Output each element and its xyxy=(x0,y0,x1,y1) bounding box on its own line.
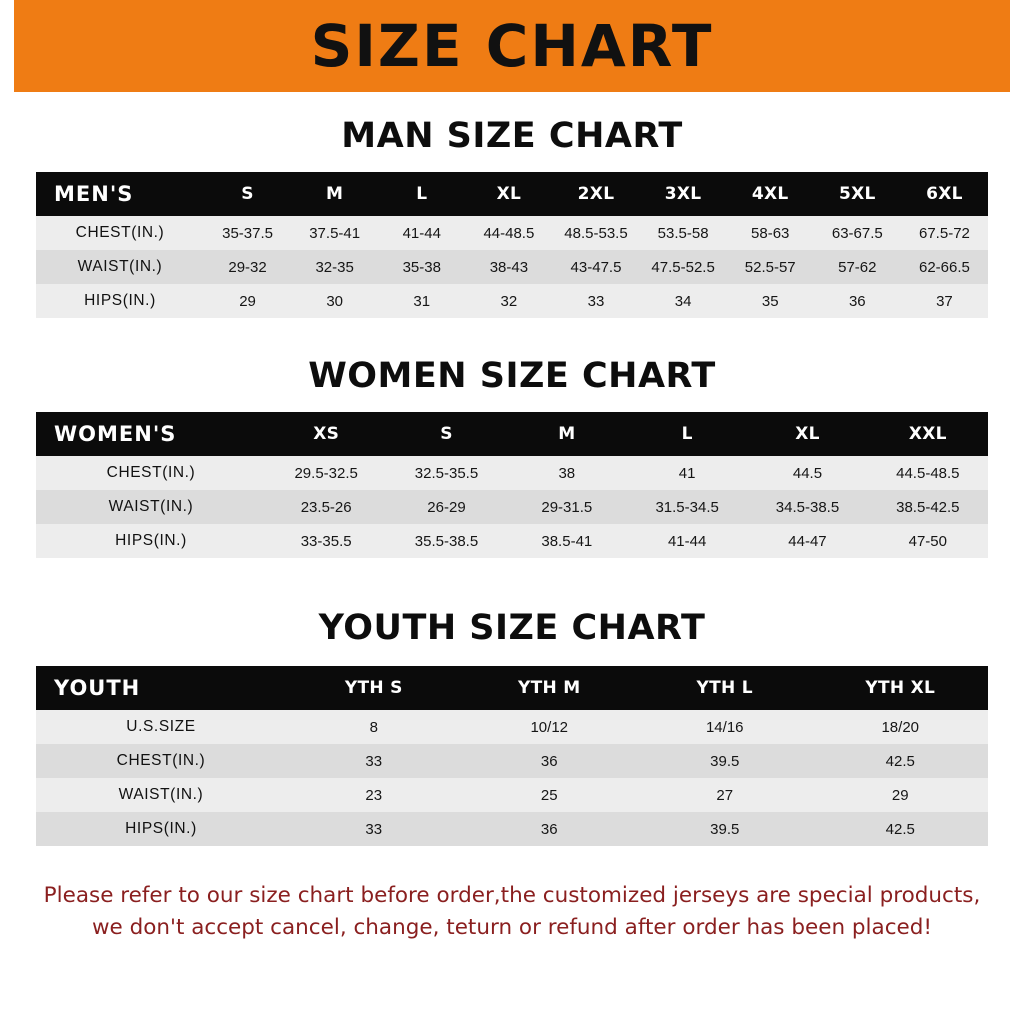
youth-cell-1-0: 33 xyxy=(286,744,462,778)
men-cell-0-6: 58-63 xyxy=(727,216,814,250)
youth-size-table xyxy=(36,666,988,846)
header-banner xyxy=(0,0,1024,92)
table-row xyxy=(36,456,988,490)
women-row-label-1: WAIST(IN.) xyxy=(36,490,266,524)
men-cell-0-3: 44-48.5 xyxy=(465,216,552,250)
women-cell-2-0: 33-35.5 xyxy=(266,524,386,558)
women-table-head xyxy=(36,412,988,456)
table-row xyxy=(36,710,988,744)
women-cell-0-3: 41 xyxy=(627,456,747,490)
table-row xyxy=(36,812,988,846)
men-size-col-0: S xyxy=(204,172,291,216)
men-cell-2-1: 30 xyxy=(291,284,378,318)
table-row xyxy=(36,250,988,284)
women-row-label-2: HIPS(IN.) xyxy=(36,524,266,558)
youth-cell-2-3: 29 xyxy=(813,778,989,812)
women-cell-0-4: 44.5 xyxy=(747,456,867,490)
men-cell-1-4: 43-47.5 xyxy=(552,250,639,284)
banner-left-margin xyxy=(0,0,14,92)
youth-table-head xyxy=(36,666,988,710)
youth-size-col-1: YTH M xyxy=(462,666,638,710)
youth-cell-1-1: 36 xyxy=(462,744,638,778)
women-size-section xyxy=(0,356,1024,558)
men-size-col-8: 6XL xyxy=(901,172,988,216)
women-header-row xyxy=(36,412,988,456)
men-cell-2-5: 34 xyxy=(640,284,727,318)
men-cell-1-2: 35-38 xyxy=(378,250,465,284)
women-cell-0-2: 38 xyxy=(507,456,627,490)
men-size-col-4: 2XL xyxy=(552,172,639,216)
women-cell-1-3: 31.5-34.5 xyxy=(627,490,747,524)
youth-cell-0-1: 10/12 xyxy=(462,710,638,744)
men-cell-2-8: 37 xyxy=(901,284,988,318)
men-cell-1-1: 32-35 xyxy=(291,250,378,284)
youth-row-label-3: HIPS(IN.) xyxy=(36,812,286,846)
youth-row-label-2: WAIST(IN.) xyxy=(36,778,286,812)
men-cell-1-7: 57-62 xyxy=(814,250,901,284)
footer-note-line-2: we don't accept cancel, change, teturn or refund after order has been placed! xyxy=(91,915,933,941)
youth-corner-label: YOUTH xyxy=(36,666,286,710)
men-cell-2-0: 29 xyxy=(204,284,291,318)
women-size-col-4: XL xyxy=(747,412,867,456)
table-row xyxy=(36,490,988,524)
women-cell-0-0: 29.5-32.5 xyxy=(266,456,386,490)
men-cell-0-1: 37.5-41 xyxy=(291,216,378,250)
table-row xyxy=(36,744,988,778)
women-cell-2-3: 41-44 xyxy=(627,524,747,558)
women-section-title: WOMEN SIZE CHART xyxy=(308,356,716,396)
youth-cell-3-0: 33 xyxy=(286,812,462,846)
men-size-section xyxy=(0,116,1024,318)
women-cell-2-5: 47-50 xyxy=(868,524,988,558)
men-size-col-7: 5XL xyxy=(814,172,901,216)
youth-row-label-1: CHEST(IN.) xyxy=(36,744,286,778)
women-table-body xyxy=(36,456,988,558)
women-size-col-0: XS xyxy=(266,412,386,456)
youth-size-section xyxy=(0,608,1024,846)
men-size-col-5: 3XL xyxy=(640,172,727,216)
men-cell-0-5: 53.5-58 xyxy=(640,216,727,250)
men-cell-2-3: 32 xyxy=(465,284,552,318)
women-size-col-5: XXL xyxy=(868,412,988,456)
banner-right-margin xyxy=(1010,0,1024,92)
footer-note xyxy=(36,880,988,945)
men-header-row xyxy=(36,172,988,216)
men-cell-2-4: 33 xyxy=(552,284,639,318)
men-cell-1-6: 52.5-57 xyxy=(727,250,814,284)
men-row-label-1: WAIST(IN.) xyxy=(36,250,204,284)
youth-cell-0-3: 18/20 xyxy=(813,710,989,744)
men-size-col-3: XL xyxy=(465,172,552,216)
page-title: SIZE CHART xyxy=(310,12,714,80)
women-corner-label: WOMEN'S xyxy=(36,412,266,456)
women-cell-2-4: 44-47 xyxy=(747,524,867,558)
women-size-col-2: M xyxy=(507,412,627,456)
women-row-label-0: CHEST(IN.) xyxy=(36,456,266,490)
youth-cell-3-2: 39.5 xyxy=(637,812,813,846)
table-row xyxy=(36,216,988,250)
youth-cell-3-3: 42.5 xyxy=(813,812,989,846)
men-cell-0-8: 67.5-72 xyxy=(901,216,988,250)
men-row-label-2: HIPS(IN.) xyxy=(36,284,204,318)
youth-header-row xyxy=(36,666,988,710)
men-cell-0-4: 48.5-53.5 xyxy=(552,216,639,250)
men-cell-1-5: 47.5-52.5 xyxy=(640,250,727,284)
youth-size-col-2: YTH L xyxy=(637,666,813,710)
women-cell-2-2: 38.5-41 xyxy=(507,524,627,558)
men-cell-2-2: 31 xyxy=(378,284,465,318)
women-cell-1-4: 34.5-38.5 xyxy=(747,490,867,524)
youth-section-title: YOUTH SIZE CHART xyxy=(318,608,706,648)
men-cell-0-7: 63-67.5 xyxy=(814,216,901,250)
women-cell-1-1: 26-29 xyxy=(386,490,506,524)
women-cell-0-1: 32.5-35.5 xyxy=(386,456,506,490)
youth-cell-0-0: 8 xyxy=(286,710,462,744)
women-cell-1-2: 29-31.5 xyxy=(507,490,627,524)
men-cell-0-2: 41-44 xyxy=(378,216,465,250)
men-size-table xyxy=(36,172,988,318)
women-cell-2-1: 35.5-38.5 xyxy=(386,524,506,558)
youth-cell-1-3: 42.5 xyxy=(813,744,989,778)
youth-cell-0-2: 14/16 xyxy=(637,710,813,744)
men-table-body xyxy=(36,216,988,318)
table-row xyxy=(36,778,988,812)
youth-row-label-0: U.S.SIZE xyxy=(36,710,286,744)
youth-cell-2-1: 25 xyxy=(462,778,638,812)
men-row-label-0: CHEST(IN.) xyxy=(36,216,204,250)
youth-size-col-0: YTH S xyxy=(286,666,462,710)
youth-table-body xyxy=(36,710,988,846)
men-size-col-1: M xyxy=(291,172,378,216)
women-cell-1-5: 38.5-42.5 xyxy=(868,490,988,524)
men-cell-2-7: 36 xyxy=(814,284,901,318)
women-size-col-1: S xyxy=(386,412,506,456)
table-row xyxy=(36,524,988,558)
men-size-col-6: 4XL xyxy=(727,172,814,216)
women-cell-1-0: 23.5-26 xyxy=(266,490,386,524)
women-cell-0-5: 44.5-48.5 xyxy=(868,456,988,490)
men-cell-1-3: 38-43 xyxy=(465,250,552,284)
footer-note-line-1: Please refer to our size chart before order,the customized jerseys are special products, xyxy=(43,883,981,908)
table-row xyxy=(36,284,988,318)
youth-cell-1-2: 39.5 xyxy=(637,744,813,778)
men-section-title: MAN SIZE CHART xyxy=(341,116,683,156)
men-cell-2-6: 35 xyxy=(727,284,814,318)
men-cell-1-8: 62-66.5 xyxy=(901,250,988,284)
youth-size-col-3: YTH XL xyxy=(813,666,989,710)
men-size-col-2: L xyxy=(378,172,465,216)
men-corner-label: MEN'S xyxy=(36,172,204,216)
men-table-head xyxy=(36,172,988,216)
youth-cell-3-1: 36 xyxy=(462,812,638,846)
youth-cell-2-2: 27 xyxy=(637,778,813,812)
youth-cell-2-0: 23 xyxy=(286,778,462,812)
men-cell-1-0: 29-32 xyxy=(204,250,291,284)
women-size-col-3: L xyxy=(627,412,747,456)
women-size-table xyxy=(36,412,988,558)
men-cell-0-0: 35-37.5 xyxy=(204,216,291,250)
